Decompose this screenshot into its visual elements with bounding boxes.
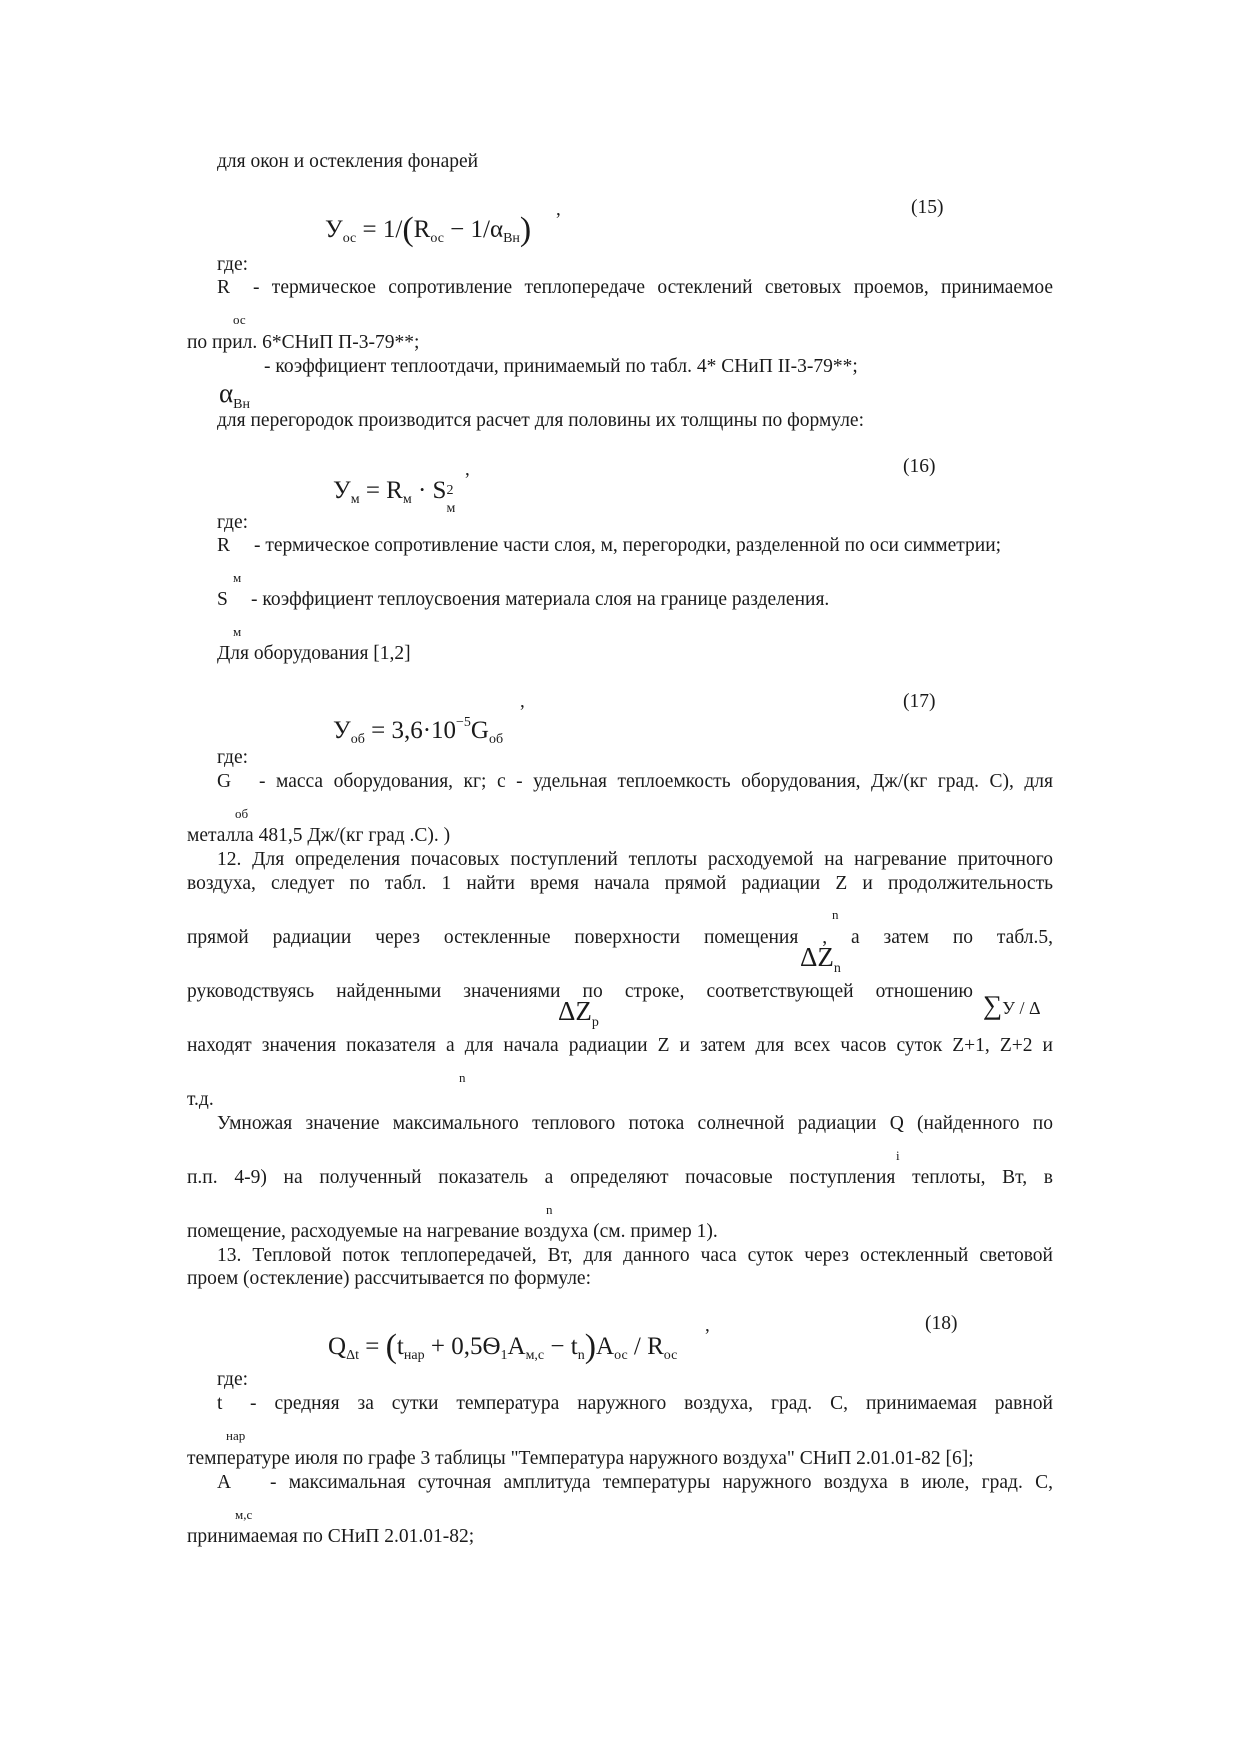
def-Sm-sub: м bbox=[233, 624, 242, 639]
def-Sm-symbol: S bbox=[217, 589, 228, 610]
p12-sub-n1: n bbox=[832, 907, 839, 922]
def-G-cont: металла 481,5 Дж/(кг град .С). ) bbox=[187, 825, 451, 846]
def-Ros-symbol: R bbox=[217, 277, 231, 298]
def-alpha-text: - коэффициент теплоотдачи, принимаемый по табл. 4* СНиП II-3-79**; bbox=[264, 356, 858, 377]
def-tnar-sub: нар bbox=[226, 1428, 246, 1443]
where-label-2: где: bbox=[217, 512, 249, 533]
intro-windows: для окон и остекления фонарей bbox=[217, 151, 479, 172]
equation-16-number: (16) bbox=[903, 456, 936, 477]
def-tnar-symbol: t bbox=[217, 1393, 223, 1414]
p13-line2: проем (остекление) рассчитывается по формуле: bbox=[187, 1268, 592, 1289]
equation-16-comma: , bbox=[465, 459, 470, 480]
where-label-3: где: bbox=[217, 747, 249, 768]
p12-sum-ratio: ∑У / Δ bbox=[983, 990, 1041, 1020]
where-label-4: где: bbox=[217, 1369, 249, 1390]
p12-sub-n2: n bbox=[459, 1070, 466, 1085]
where-label-1: где: bbox=[217, 254, 249, 275]
def-Ams-cont: принимаемая по СНиП 2.01.01-82; bbox=[187, 1526, 475, 1547]
def-tnar-cont: температуре июля по графе 3 таблицы "Температура наружного воздуха" СНиП 2.01.01-82 [6]; bbox=[187, 1448, 974, 1469]
def-G-sub: об bbox=[235, 806, 249, 821]
equation-17: $У_{об} = 3,6\cdot 10^{-5}G_{об}$ bbox=[333, 715, 504, 747]
p13-line1: 13. Тепловой поток теплопередачей, Вт, для данного часа суток через остекленный световой bbox=[217, 1245, 1053, 1266]
p12-line4: руководствуясь найденными значениями по строке, соответствующей отношению bbox=[187, 981, 973, 1002]
p12-line1: 12. Для определения почасовых поступлений теплоты расходуемой на нагревание приточного bbox=[217, 849, 1053, 870]
equation-18-comma: , bbox=[705, 1315, 710, 1336]
def-Ros-text: - термическое сопротивление теплопередаче остеклений световых проемов, принимаемое bbox=[253, 277, 1053, 298]
def-alpha-symbol: $\alpha_{Вн}$ bbox=[219, 378, 250, 412]
p12-line5: находят значения показателя а для начала радиации Z и затем для всех часов суток Z+1, Z+2 и bbox=[187, 1035, 1053, 1056]
equation-15: $У_{ос} = 1/(R_{ос} - 1/\alpha_{Вн})$ bbox=[325, 211, 532, 248]
def-Ams-symbol: A bbox=[217, 1472, 232, 1493]
def-Ros-cont: по прил. 6*СНиП П-3-79**; bbox=[187, 332, 420, 353]
p12-delta-zp: $\Delta Z_p$ bbox=[558, 996, 599, 1030]
def-Sm-text: - коэффициент теплоусвоения материала слоя на границе разделения. bbox=[251, 589, 830, 610]
intro-equipment: Для оборудования [1,2] bbox=[217, 643, 411, 664]
p12-delta-zn: $\Delta Z_n$ bbox=[800, 942, 841, 976]
intro-partitions: для перегородок производится расчет для половины их толщины по формуле: bbox=[217, 410, 865, 431]
equation-17-comma: , bbox=[520, 691, 525, 712]
def-Rm-symbol: R bbox=[217, 535, 231, 556]
def-Rm-sub: м bbox=[233, 570, 242, 585]
p-multiply-line1: Умножая значение максимального теплового потока солнечной радиации Q (найденного по bbox=[217, 1113, 1053, 1134]
equation-17-number: (17) bbox=[903, 691, 936, 712]
equation-15-number: (15) bbox=[911, 197, 944, 218]
def-Ams-text: - максимальная суточная амплитуда температуры наружного воздуха в июле, град. С, bbox=[270, 1472, 1053, 1493]
p-multiply-line3: помещение, расходуемые на нагревание воздуха (см. пример 1). bbox=[187, 1221, 718, 1242]
def-G-symbol: G bbox=[217, 771, 232, 792]
p-multiply-line2: п.п. 4-9) на полученный показатель а определяют почасовые поступления теплоты, Вт, в bbox=[187, 1167, 1053, 1188]
equation-18: $Q_{\Delta t} = (t_{нар} + 0,5Ѳ_1A_{м,с} - t_n)A_{ос} / R_{ос}$ bbox=[328, 1328, 678, 1365]
equation-15-comma: , bbox=[556, 199, 561, 220]
def-Rm-text: - термическое сопротивление части слоя, м, перегородки, разделенной по оси симметрии; bbox=[254, 535, 1002, 556]
p-multiply-sub-n: n bbox=[546, 1202, 553, 1217]
def-tnar-text: - средняя за сутки температура наружного воздуха, град. С, принимаемая равной bbox=[250, 1393, 1053, 1414]
p12-line6: т.д. bbox=[187, 1089, 214, 1110]
p12-line3: прямой радиации через остекленные поверхности помещения , а затем по табл.5, bbox=[187, 927, 1053, 948]
p-multiply-sub-i: i bbox=[896, 1148, 900, 1163]
equation-18-number: (18) bbox=[925, 1313, 958, 1334]
equation-16: $У_м = R_м \cdot S$ 2 м bbox=[333, 477, 456, 516]
def-Ams-sub: м,с bbox=[235, 1507, 253, 1522]
p12-line2: воздуха, следует по табл. 1 найти время начала прямой радиации Z и продолжительность bbox=[187, 873, 1053, 894]
def-G-text: - масса оборудования, кг; с - удельная теплоемкость оборудования, Дж/(кг град. С), для bbox=[259, 771, 1053, 792]
def-Ros-sub: ос bbox=[233, 312, 246, 327]
